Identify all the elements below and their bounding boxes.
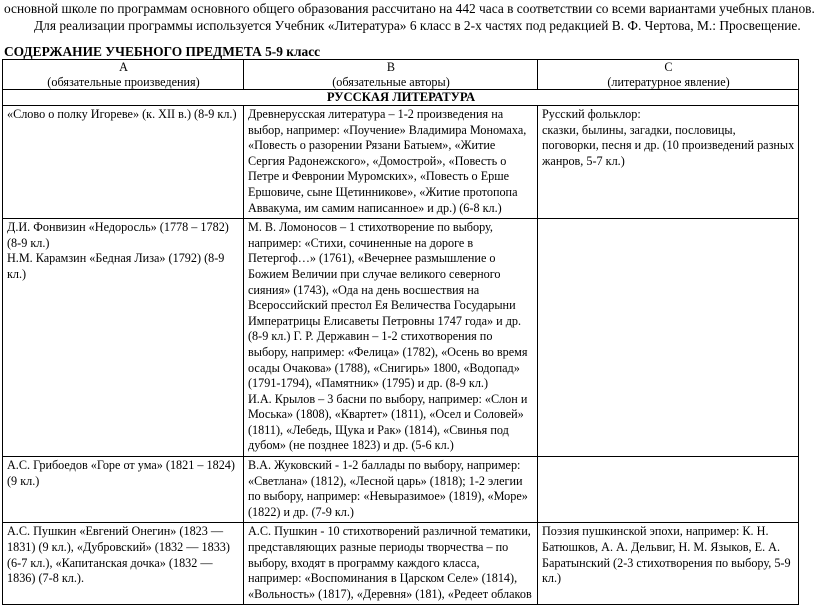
cell-authors	[244, 106, 538, 219]
column-subtitle: (литературное явление)	[607, 74, 730, 89]
column-letter: В	[386, 60, 396, 74]
column-subtitle: (обязательные авторы)	[332, 74, 450, 89]
cell-authors	[244, 457, 538, 523]
table-row	[3, 106, 799, 219]
section-title: РУССКАЯ ЛИТЕРАТУРА	[3, 90, 799, 106]
cell-text: И.А. Крылов – 3 басни по выбору, например: «Слон и Моська» (1808), «Квартет» (1811), «Осел и Соловей» (1811), «Лебедь, Щука и Рак» (1814), «Свинья под дубом» (не позднее 1823) и др. (5-6 кл.)	[248, 391, 528, 453]
cell-authors	[244, 523, 538, 605]
table-row	[3, 523, 799, 605]
cell-text: А.С. Грибоедов «Горе от ума» (1821 – 1824) (9 кл.)	[7, 458, 235, 488]
cell-works	[3, 523, 244, 605]
cell-phenomenon	[538, 106, 799, 219]
cell-phenomenon	[538, 457, 799, 523]
table-header-row	[3, 60, 799, 90]
cell-text: А.С. Пушкин «Евгений Онегин» (1823 — 1831) (9 кл.), «Дубровский» (1832 — 1833) (6-7 кл.), «Капитанская дочка» (1832 — 1836) (7-8 кл.).	[7, 524, 230, 586]
intro-line-2: Для реализации программы используется Учебник «Литература» 6 класс в 2-х частях под редакцией В. Ф. Чертова, М.: Просвещение.	[34, 18, 801, 33]
intro-line-1: основной школе по программам основного общего образования рассчитано на 442 часа в соответствии со всеми вариантами учебных планов.	[4, 1, 815, 16]
cell-text: Русский фольклор:	[542, 107, 641, 121]
table-row	[3, 457, 799, 523]
cell-works	[3, 457, 244, 523]
table-row	[3, 219, 799, 457]
cell-text: Поэзия пушкинской эпохи, например: К. Н. Батюшков, А. А. Дельвиг, Н. М. Языков, Е. А. Баратынский (2-3 стихотворения по выбору, 5-9 кл.)	[542, 524, 791, 586]
column-header-b	[244, 60, 538, 90]
cell-text: Н.М. Карамзин «Бедная Лиза» (1792) (8-9 кл.)	[7, 251, 225, 281]
section-heading: СОДЕРЖАНИЕ УЧЕБНОГО ПРЕДМЕТА 5-9 класс	[4, 44, 321, 59]
column-letter: А	[119, 60, 128, 74]
column-letter: С	[664, 60, 673, 74]
cell-text: А.С. Пушкин - 10 стихотворений различной тематики, представляющих разные периоды творчества – по выбору, входят в программу каждого класса, например: «Воспоминания в Царском Селе» (1814), «Вольность» (1817), «Деревня» (181), «Редеет облаков	[248, 524, 532, 601]
cell-authors	[244, 219, 538, 457]
cell-works	[3, 106, 244, 219]
cell-text: сказки, былины, загадки, пословицы, поговорки, песня и др. (10 произведений разных жанров, 5-7 кл.)	[542, 122, 795, 168]
cell-text: «Слово о полку Игореве» (к. XII в.) (8-9 кл.)	[7, 107, 237, 121]
cell-text: Древнерусская литература – 1-2 произведения на выбор, например: «Поучение» Владимира Мономаха, «Повесть о разорении Рязани Батыем», «Житие Сергия Радонежского», «Домострой», «Повесть о Петре и Февронии Муромских», «Повесть о Ерше Ершовиче, сыне Щетинникове», «Житие протопопа Аввакума, им самим написанное» и др.) (6-8 кл.)	[248, 107, 527, 215]
content-table	[2, 59, 799, 605]
cell-text: Д.И. Фонвизин «Недоросль» (1778 – 1782) (8-9 кл.)	[7, 220, 229, 250]
column-header-c	[538, 60, 799, 90]
cell-works	[3, 219, 244, 457]
section-row	[3, 90, 799, 106]
cell-text: В.А. Жуковский - 1-2 баллады по выбору, например: «Светлана» (1812), «Лесной царь» (1818); 1-2 элегии по выбору, например: «Невыразимое» (1819), «Море» (1822) и др. (7-9 кл.)	[248, 458, 528, 519]
cell-phenomenon	[538, 523, 799, 605]
cell-phenomenon	[538, 219, 799, 457]
column-header-a	[3, 60, 244, 90]
column-subtitle: (обязательные произведения)	[47, 74, 200, 89]
cell-text: М. В. Ломоносов – 1 стихотворение по выбору, например: «Стихи, сочиненные на дороге в Петергоф…» (1761), «Вечернее размышление о Божием Величии при случае великого северного сияния» (1743), «Ода на день восшествия на Всероссийский престол Ея Величества Государыни Императрицы Елисаветы Петровны 1747 года» и др. (8-9 кл.) Г. Р. Державин – 1-2 стихотворения по выбору, например: «Фелица» (1782), «Осень во время осады Очакова» (1788), «Снигирь» 1800, «Водопад» (1791-1794), «Памятник» (1795) и др. (8-9 кл.)	[248, 220, 528, 391]
